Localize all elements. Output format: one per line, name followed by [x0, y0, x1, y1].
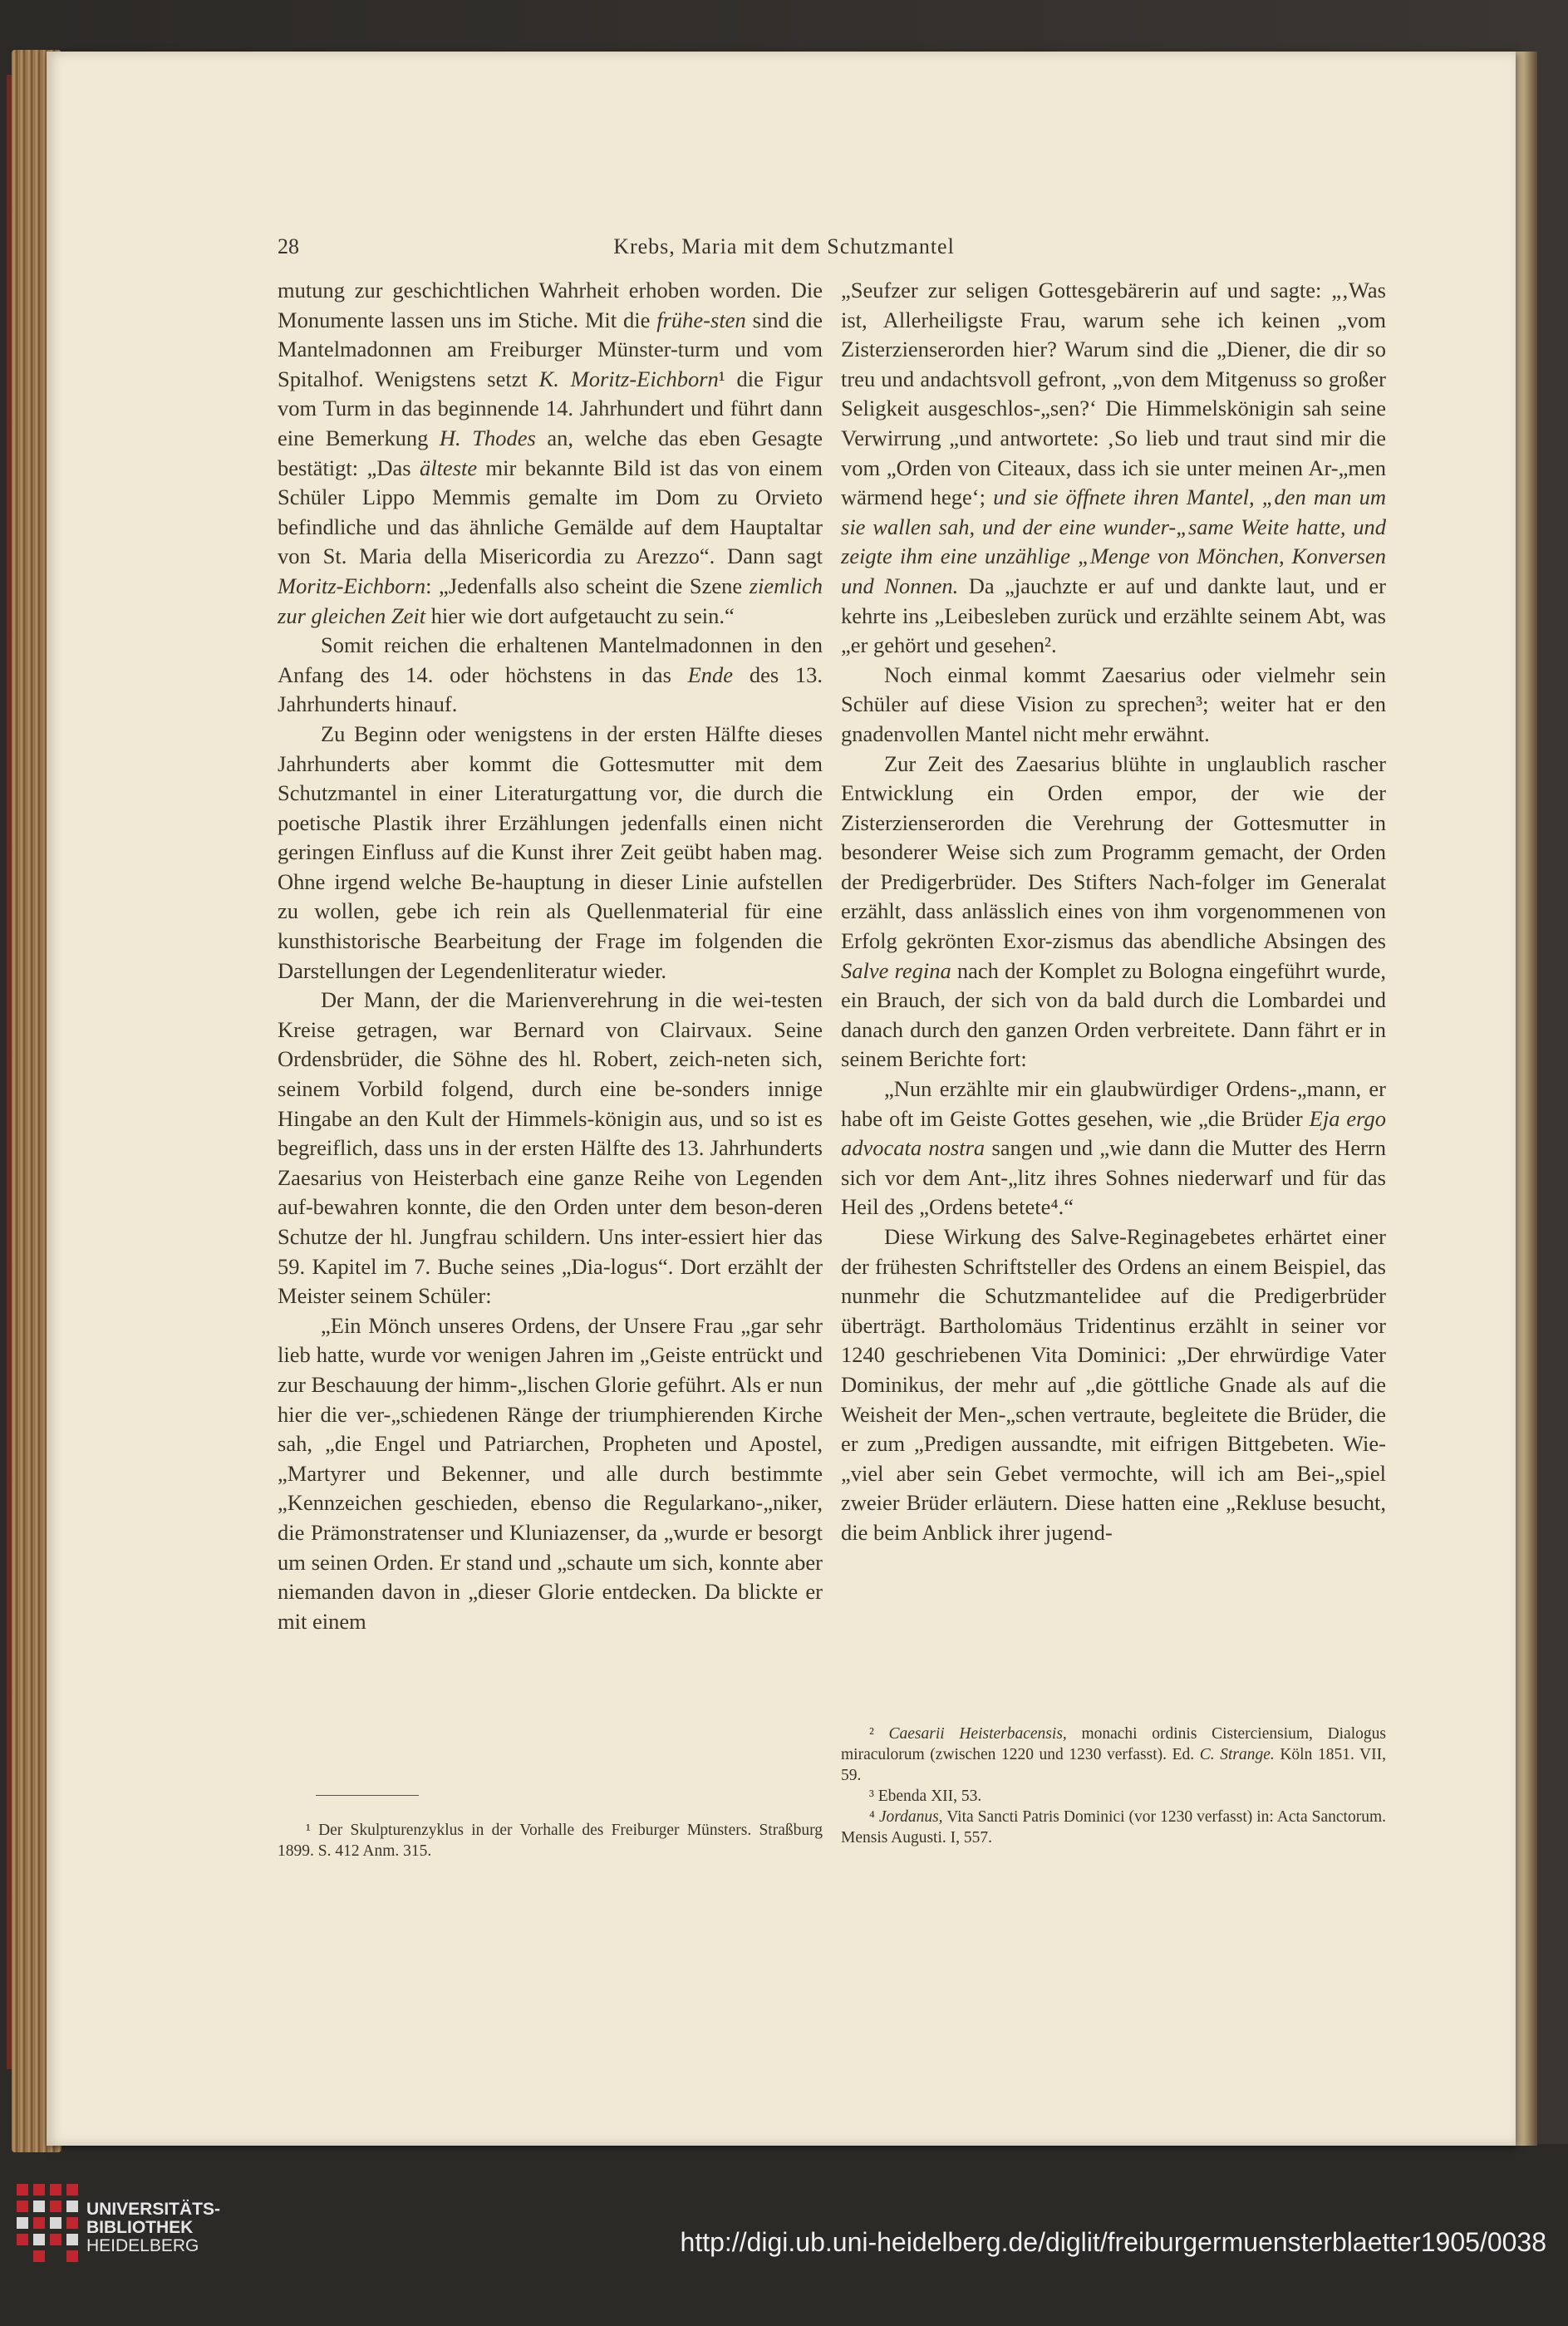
footnote: ⁴ Jordanus, Vita Sancti Patris Dominici (vor 1230 verfasst) in: Acta Sanctorum. Mensis Augusti. I, 557. [841, 1808, 1386, 1847]
footnote: ¹ Der Skulpturenzyklus in der Vorhalle des Freiburger Münsters. Straßburg 1899. S. 412 Anm. 315. [278, 1822, 823, 1860]
footnote: ² Caesarii Heisterbacensis, monachi ordinis Cisterciensium, Dialogus miraculorum (zwischen 1220 und 1230 verfasst). Ed. C. Strange. Köln 1851. VII, 59. [841, 1725, 1386, 1784]
footnote: ³ Ebenda XII, 53. [869, 1788, 982, 1805]
left-column [278, 276, 823, 1636]
paragraph: Zu Beginn oder wenigstens in der ersten Hälfte dieses Jahrhunderts aber kommt die Gottesmutter mit dem Schutzmantel in einer Literaturgattung vor, die durch die poetische Plastik ihrer Erzählungen jedenfalls einen nicht geringen Einfluss auf die Kunst ihrer Zeit geübt haben mag. Ohne irgend welche Be-hauptung in dieser Linie aufstellen zu wollen, gebe ich rein als Quellenmaterial für eine kunsthistorische Bearbeitung der Frage im folgenden die Darstellungen der Legendenliteratur wieder. [278, 720, 823, 983]
page-number: 28 [278, 234, 299, 258]
paragraph: Zur Zeit des Zaesarius blühte in unglaublich rascher Entwicklung ein Orden empor, der wie der Zisterzienserorden die Verehrung der Gottesmutter in besonderer Weise sich zum Programm gemacht, der Orden der Predigerbrüder. Des Stifters Nach-folger im Generalat erzählt, dass anlässlich eines von ihm vorgenommenen von Erfolg gekrönten Exor-zismus das abendliche Absingen des Salve regina nach der Komplet zu Bologna eingeführt wurde, ein Brauch, der sich von da bald durch die Lombardei und danach durch den ganzen Orden verbreitete. Dann fährt er in seinem Berichte fort: [841, 750, 1386, 1072]
library-name-line: BIBLIOTHEK [86, 2218, 194, 2237]
paragraph: Der Mann, der die Marienverehrung in die wei-testen Kreise getragen, war Bernard von Clairvaux. Seine Ordensbrüder, die Söhne des hl. Robert, zeich-neten sich, seinem Vorbild folgend, durch eine be-sonders innige Hingabe an den Kult der Himmels-königin aus, und so ist es begreiflich, dass uns in der ersten Hälfte des 13. Jahrhunderts Zaesarius von Heisterbach eine ganze Reihe von Legenden auf-bewahren konnte, die den Orden unter dem beson-deren Schutze der hl. Jungfrau schildern. Uns inter-essiert hier das 59. Kapitel im 7. Buche seines „Dia-logus“. Dort erzählt der Meister seinem Schüler: [278, 987, 823, 1309]
footnotes-right [841, 1724, 1386, 1848]
quotation-paragraph: „Nun erzählte mir ein glaubwürdiger Ordens-„mann, er habe oft im Geiste Gottes gesehen, wie „die Brüder Eja ergo advocata nostra sangen und „wie dann die Mutter des Herrn sich vor dem Ant-„litz ihres Sohnes niederwarf und für das Heil des „Ordens betete⁴.“ [841, 1076, 1387, 1220]
page-header [0, 234, 1568, 268]
footnote-divider [316, 1795, 419, 1796]
paragraph: mutung zur geschichtlichen Wahrheit erhoben worden. Die Monumente lassen uns im Stiche. Mit die frühe-sten sind die Mantelmadonnen am Freiburger Münster-turm und vom Spitalhof. Wenigstens setzt K. Moritz-Eichborn¹ die Figur vom Turm in das beginnende 14. Jahrhundert und führt dann eine Bemerkung H. Thodes an, welche das eben Gesagte bestätigt: „Das älteste mir bekannte Bild ist das von einem Schüler Lippo Memmis gemalte im Dom zu Orvieto befindliche und das ähnliche Gemälde auf dem Hauptaltar von St. Maria della Misericordia zu Arezzo“. Dann sagt Moritz-Eichborn: „Jedenfalls also scheint die Szene ziemlich zur gleichen Zeit hier wie dort aufgetaucht zu sein.“ [278, 278, 823, 628]
footnotes-left [278, 1820, 823, 1861]
paragraph: Noch einmal kommt Zaesarius oder vielmehr sein Schüler auf diese Vision zu sprechen³; weiter hat er den gnadenvollen Mantel nicht mehr erwähnt. [841, 661, 1386, 746]
university-seal-icon[interactable] [10, 2179, 85, 2270]
right-column [841, 276, 1386, 1548]
viewer-footer [0, 2179, 1568, 2279]
paragraph: Diese Wirkung des Salve-Reginagebetes erhärtet einer der frühesten Schriftsteller des Ordens an einem Beispiel, das nunmehr die Schutzmantelidee auf die Predigerbrüder überträgt. Bartholomäus Tridentinus erzählt in seiner vor 1240 geschriebenen Vita Dominici: „Der ehrwürdige Vater Dominikus, der mehr auf „die göttliche Gnade als auf die Weisheit der Men-„schen vertraute, begleitete die Brüder, die er zum „Predigen aussandte, mit eifrigen Bittgebeten. Wie-„viel aber sein Gebet vermochte, will ich am Bei-„spiel zweier Brüder erläutern. Diese hatten eine „Rekluse besucht, die beim Anblick ihrer jugend- [841, 1224, 1386, 1545]
library-name-line: UNIVERSITÄTS- [86, 2200, 221, 2219]
library-name [86, 2201, 220, 2255]
quotation-paragraph: „Seufzer zur seligen Gottesgebärerin auf und sagte: „‚Was ist, Allerheiligste Frau, warum sehe ich keinen „vom Zisterzienserorden hier? Warum sind die „Diener, die dir so treu und andachtsvoll gefront, „von dem Mitgenuss so großer Seligkeit ausgeschlos-„sen?‘ Die Himmelskönigin sah seine Verwirrung „und antwortete: ‚So lieb und traut sind mir die vom „Orden von Citeaux, dass ich sie unter meinen Ar-„men wärmend hege‘; und sie öffnete ihren Mantel, „den man um sie wallen sah, und der eine wunder-„same Weite hatte, und zeigte ihm eine unzählige „Menge von Mönchen, Konversen und Nonnen. Da „jauchzte er auf und dankte laut, und er kehrte ins „Leibesleben zurück und erzählte seinem Abt, was „er gehört und gesehen². [841, 278, 1387, 658]
quotation-paragraph: „Ein Mönch unseres Ordens, der Unsere Frau „gar sehr lieb hatte, wurde vor wenigen Jahren im „Geiste entrückt und zur Beschauung der himm-„lischen Glorie geführt. Als er nun hier die ver-„schiedenen Ränge der triumphierenden Kirche sah, „die Engel und Patriarchen, Propheten und Apostel, „Martyrer und Bekenner, und alle durch bestimmte „Kennzeichen geschieden, ebenso die Regularkano-„niker, die Prämonstratenser und Kluniazenser, da „wurde er besorgt um seinen Orden. Er stand und „schaute um sich, konnte aber niemanden davon in „dieser Glorie entdecken. Da blickte er mit einem [278, 1312, 823, 1634]
library-name-line: HEIDELBERG [86, 2236, 199, 2255]
running-title: Krebs, Maria mit dem Schutzmantel [613, 234, 955, 258]
source-url-link[interactable]: http://digi.ub.uni-heidelberg.de/diglit/freiburgermuensterblaetter1905/0038 [680, 2227, 1546, 2257]
paragraph: Somit reichen die erhaltenen Mantelmadonnen in den Anfang des 14. oder höchstens in das Ende des 13. Jahrhunderts hinauf. [278, 632, 823, 717]
